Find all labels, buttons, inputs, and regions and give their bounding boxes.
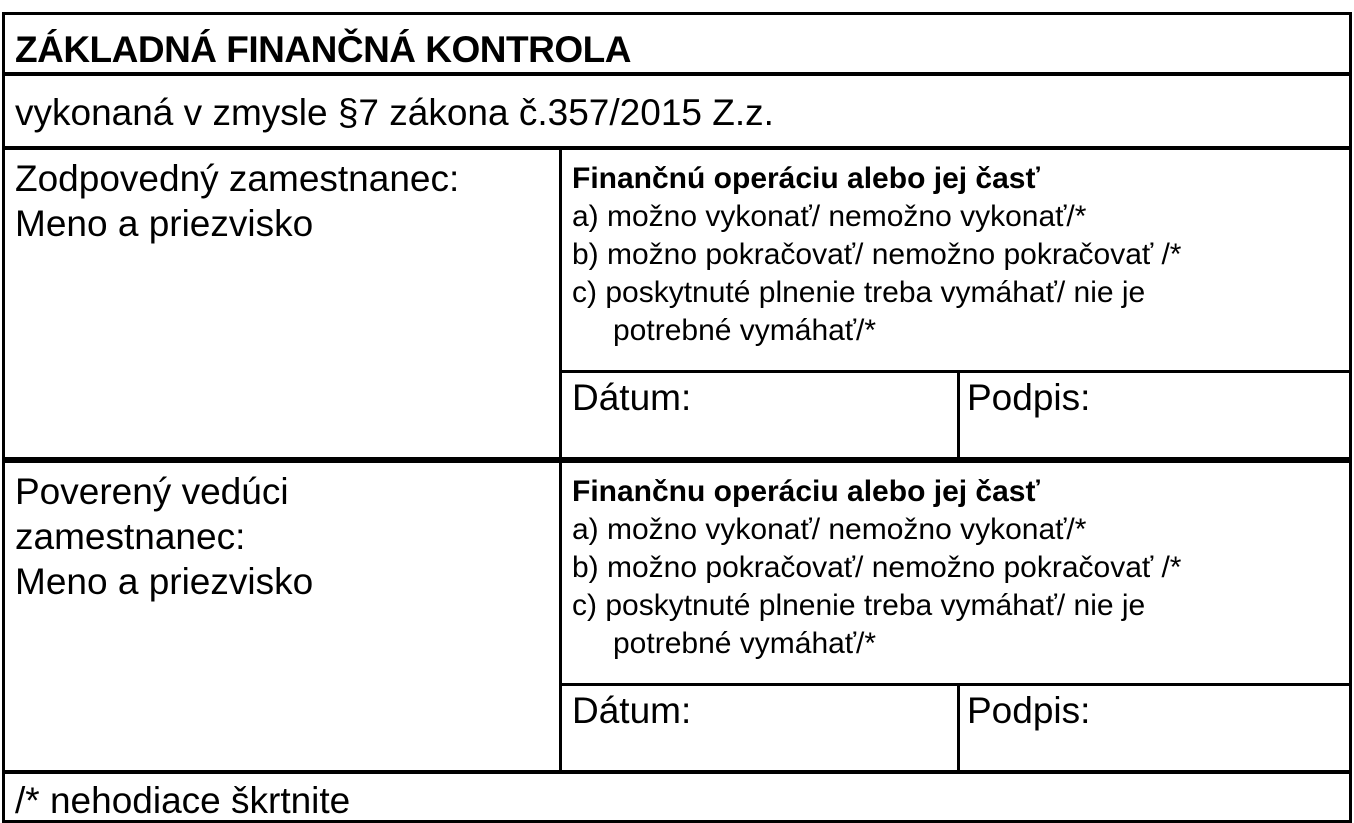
option-c[interactable]: c) poskytnuté plnenie treba vymáhať/ nie je <box>572 589 1146 622</box>
option-c[interactable]: c) poskytnuté plnenie treba vymáhať/ nie je <box>572 276 1146 309</box>
option-b[interactable]: b) možno pokračovať/ nemožno pokračovať /* <box>572 238 1182 271</box>
label-line: zamestnanec: <box>15 516 246 557</box>
date-signature-row <box>562 683 1349 770</box>
date-field[interactable]: Dátum: <box>572 377 692 418</box>
label-line: Poverený vedúci <box>15 471 289 512</box>
footnote-row <box>2 771 1352 823</box>
option-c-continued[interactable]: potrebné vymáhať/* <box>613 627 877 660</box>
option-a[interactable]: a) možno vykonať/ nemožno vykonať/* <box>572 513 1087 546</box>
date-field[interactable]: Dátum: <box>572 690 692 731</box>
signature-field[interactable]: Podpis: <box>967 377 1091 418</box>
authorized-manager-label <box>15 469 313 604</box>
option-c-continued[interactable]: potrebné vymáhať/* <box>613 314 877 347</box>
date-signature-row <box>562 370 1349 457</box>
form-title: ZÁKLADNÁ FINANČNÁ KONTROLA <box>15 29 631 70</box>
form-subtitle: vykonaná v zmysle §7 zákona č.357/2015 Z.z. <box>15 92 774 133</box>
label-line: Zodpovedný zamestnanec: <box>15 158 460 199</box>
signature-field[interactable]: Podpis: <box>967 690 1091 731</box>
responsible-employee-decision-cell <box>562 150 1349 457</box>
responsible-employee-label <box>15 156 459 246</box>
authorized-manager-name-cell[interactable] <box>5 463 562 770</box>
signature-divider <box>957 373 960 457</box>
signature-divider <box>957 686 960 770</box>
title-row <box>2 12 1352 75</box>
responsible-employee-name-cell[interactable] <box>5 150 562 457</box>
operation-heading: Finančnu operáciu alebo jej časť <box>572 475 1040 508</box>
responsible-employee-section <box>2 147 1352 460</box>
label-line: Meno a priezvisko <box>15 561 314 602</box>
authorized-manager-decision-cell <box>562 463 1349 770</box>
label-line: Meno a priezvisko <box>15 203 314 244</box>
option-a[interactable]: a) možno vykonať/ nemožno vykonať/* <box>572 200 1087 233</box>
operation-heading: Finančnú operáciu alebo jej časť <box>572 162 1040 195</box>
subtitle-row <box>2 73 1352 149</box>
option-b[interactable]: b) možno pokračovať/ nemožno pokračovať /* <box>572 551 1182 584</box>
authorized-manager-section <box>2 460 1352 773</box>
footnote: /* nehodiace škrtnite <box>15 780 351 821</box>
